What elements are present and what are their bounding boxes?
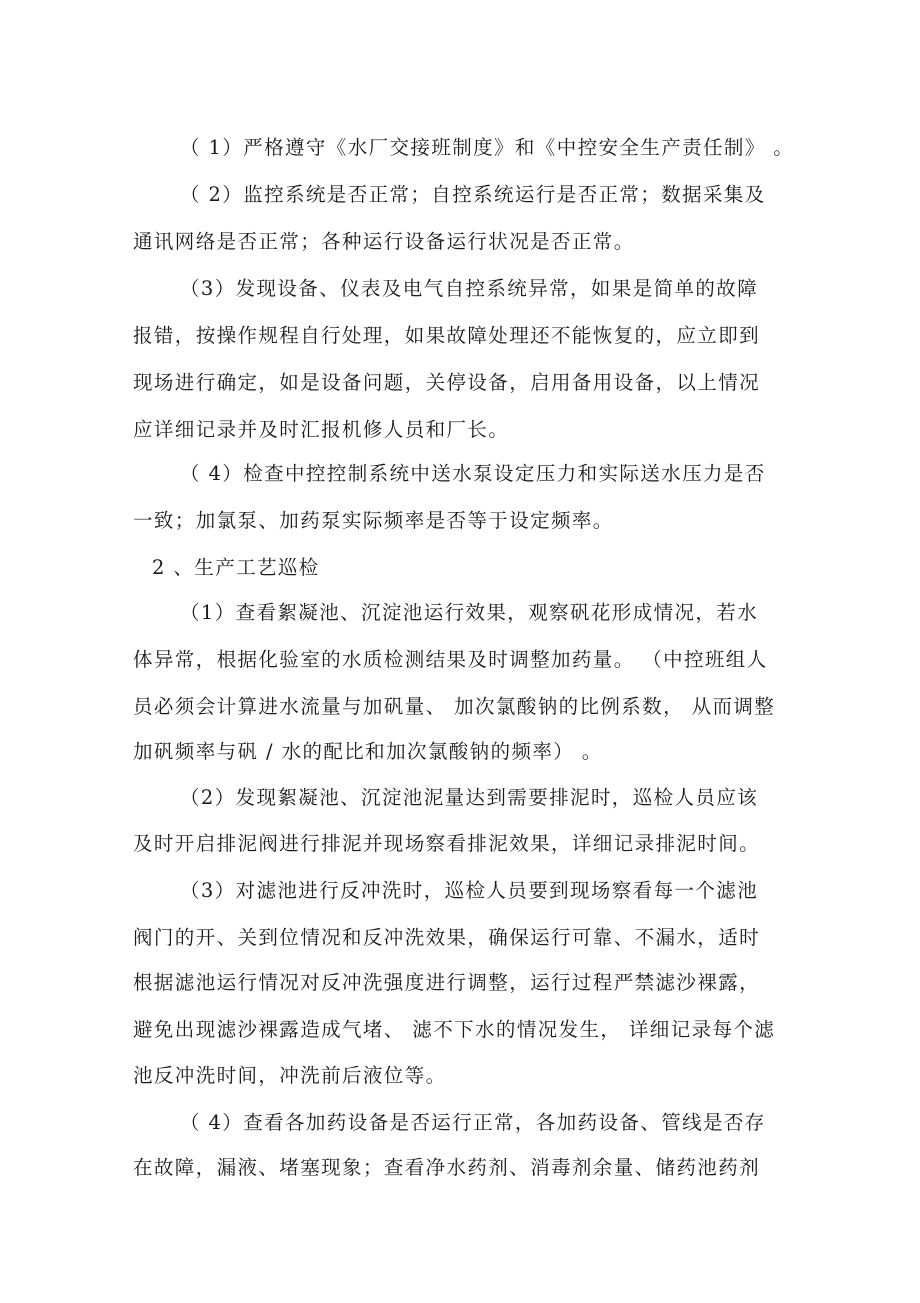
paragraph-8-line-1: （ 4）查看各加药设备是否运行正常，各加药设备、管线是否存 xyxy=(180,1111,766,1134)
paragraph-6-line-2: 及时开启排泥阀进行排泥并现场察看排泥效果，详细记录排泥时间。 xyxy=(133,832,761,855)
paragraph-7-line-2: 阀门的开、关到位情况和反冲洗效果，确保运行可靠、不漏水，适时 xyxy=(133,926,761,949)
paragraph-7-line-1: （3）对滤池进行反冲洗时，巡检人员要到现场察看每一个滤池 xyxy=(180,879,759,902)
paragraph-7-line-5: 池反冲洗时间，冲洗前后液位等。 xyxy=(133,1064,447,1087)
paragraph-5-line-4: 加矾频率与矾 / 水的配比和加次氯酸钠的频率） 。 xyxy=(133,740,603,763)
paragraph-1-line-1: （ 1）严格遵守《水厂交接班制度》和《中控安全生产责任制》 。 xyxy=(180,136,795,159)
paragraph-4-line-2: 一致；加氯泵、加药泵实际频率是否等于设定频率。 xyxy=(133,509,614,532)
paragraph-7-line-4: 避免出现滤沙裸露造成气堵、 滤不下水的情况发生， 详细记录每个滤 xyxy=(133,1018,776,1041)
paragraph-5-line-1: （1）查看絮凝池、沉淀池运行效果，观察矾花形成情况，若水 xyxy=(180,601,759,624)
paragraph-3-line-3: 现场进行确定，如是设备问题，关停设备，启用备用设备，以上情况 xyxy=(133,371,761,394)
section-heading: 2 、生产工艺巡检 xyxy=(152,556,320,579)
paragraph-7-line-3: 根据滤池运行情况对反冲洗强度进行调整，运行过程严禁滤沙裸露， xyxy=(133,971,761,994)
paragraph-3-line-1: （3）发现设备、仪表及电气自控系统异常，如果是简单的故障 xyxy=(180,277,759,300)
paragraph-8-line-2: 在故障，漏液、堵塞现象；查看净水药剂、消毒剂余量、储药池药剂 xyxy=(133,1156,761,1179)
paragraph-2-line-1: （ 2）监控系统是否正常；自控系统运行是否正常；数据采集及 xyxy=(180,183,766,206)
paragraph-3-line-2: 报错，按操作规程自行处理，如果故障处理还不能恢复的，应立即到 xyxy=(133,324,761,347)
paragraph-2-line-2: 通讯网络是否正常；各种运行设备运行状况是否正常。 xyxy=(133,230,635,253)
paragraph-4-line-1: （ 4）检查中控控制系统中送水泵设定压力和实际送水压力是否 xyxy=(180,462,766,485)
paragraph-3-line-4: 应详细记录并及时汇报机修人员和厂长。 xyxy=(133,418,510,441)
paragraph-5-line-2: 体异常，根据化验室的水质检测结果及时调整加药量。 （中控班组人 xyxy=(133,648,768,671)
paragraph-5-line-3: 员必须会计算进水流量与加矾量、 加次氯酸钠的比例系数， 从而调整 xyxy=(133,695,776,718)
paragraph-6-line-1: （2）发现絮凝池、沉淀池泥量达到需要排泥时，巡检人员应该 xyxy=(180,786,759,809)
